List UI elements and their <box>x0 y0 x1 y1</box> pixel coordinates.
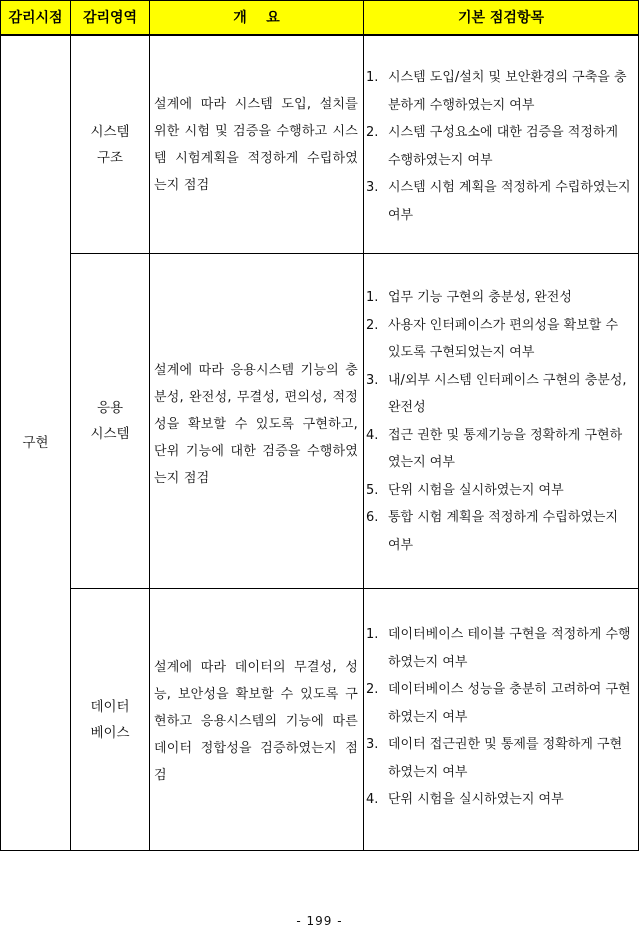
check-item-text: 단위 시험을 실시하였는지 여부 <box>388 482 564 498</box>
audit-area-line: 베이스 <box>90 724 130 741</box>
audit-area-line: 시스템 <box>90 426 130 442</box>
audit-phase-label: 구현 <box>22 435 49 451</box>
check-item-number: 2. <box>366 317 379 333</box>
check-item-text: 통합 시험 계획을 적정하게 수립하였는지 여부 <box>388 510 619 553</box>
check-item <box>366 477 633 505</box>
check-item <box>366 284 633 312</box>
overview-text: 설계에 따라 응용시스템 기능의 충분성, 완전성, 무결성, 편의성, 적정성을 확보할 수 있도록 구현하고, 단위 기능에 대한 검증을 수행하였는지 점검 <box>154 363 358 486</box>
check-item-number: 2. <box>366 682 379 697</box>
check-item <box>366 731 633 786</box>
check-item-text: 데이터베이스 성능을 충분히 고려하여 구현하였는지 여부 <box>388 682 631 725</box>
check-item <box>366 312 633 367</box>
check-item-list <box>366 64 633 229</box>
row-divider <box>70 588 639 589</box>
check-item-text: 접근 권한 및 통제기능을 정확하게 구현하였는지 여부 <box>388 427 623 470</box>
overview-text: 설계에 따라 데이터의 무결성, 성능, 보안성을 확보할 수 있도록 구현하고 응용시스템의 기능에 따른 데이터 정합성을 검증하였는지 점검 <box>154 660 358 783</box>
check-item <box>366 64 633 119</box>
check-item <box>366 676 633 731</box>
table-border-top <box>0 0 639 1</box>
check-item <box>366 621 633 676</box>
check-item-text: 단위 시험을 실시하였는지 여부 <box>388 792 564 807</box>
check-item <box>366 504 633 559</box>
page-number: - 199 - <box>296 914 343 928</box>
table-border-bottom <box>0 850 639 851</box>
header-audit-area: 감리영역 <box>71 0 149 34</box>
column-divider <box>363 0 364 851</box>
audit-area-line: 데이터 <box>90 698 130 715</box>
check-item-number: 1. <box>366 627 379 642</box>
header-check-items: 기본 점검항목 <box>364 0 638 34</box>
audit-area-cell <box>71 254 149 588</box>
check-item-text: 사용자 인터페이스가 편의성을 확보할 수 있도록 구현되었는지 여부 <box>388 317 619 360</box>
audit-phase-cell <box>1 36 70 850</box>
check-item <box>366 422 633 477</box>
check-item-number: 3. <box>366 180 379 195</box>
check-item-number: 3. <box>366 737 379 752</box>
check-item-number: 6. <box>366 510 379 525</box>
check-item-number: 1. <box>366 290 379 305</box>
check-item-text: 시스템 도입/설치 및 보안환경의 구축을 충분하게 수행하였는지 여부 <box>388 70 627 113</box>
column-divider <box>149 0 150 851</box>
check-item <box>366 786 633 814</box>
check-item-text: 내/외부 시스템 인터페이스 구현의 충분성, 완전성 <box>388 372 627 415</box>
check-item-number: 1. <box>366 70 379 85</box>
check-item <box>366 367 633 422</box>
row-divider <box>70 253 639 254</box>
check-item-text: 데이터 접근권한 및 통제를 정확하게 구현하였는지 여부 <box>388 737 623 780</box>
check-item-number: 4. <box>366 792 379 807</box>
check-item-list <box>366 284 633 559</box>
check-item-text: 시스템 시험 계획을 적정하게 수립하였는지 여부 <box>388 180 631 223</box>
check-item-text: 데이터베이스 테이블 구현을 적정하게 수행하였는지 여부 <box>388 627 631 670</box>
check-item-number: 5. <box>366 482 379 498</box>
audit-area-line: 구조 <box>96 149 124 166</box>
audit-area-cell <box>71 589 149 850</box>
audit-area-line: 시스템 <box>90 123 130 140</box>
check-item-number: 3. <box>366 372 379 388</box>
check-item-text: 업무 기능 구현의 충분성, 완전성 <box>388 290 572 305</box>
check-item <box>366 174 633 229</box>
check-item <box>366 119 633 174</box>
header-overview: 개 요 <box>150 0 363 34</box>
check-item-list <box>366 621 633 814</box>
check-item-text: 시스템 구성요소에 대한 검증을 적정하게 수행하였는지 여부 <box>388 125 619 168</box>
audit-area-line: 응용 <box>96 400 124 416</box>
check-item-number: 4. <box>366 427 379 443</box>
overview-text: 설계에 따라 시스템 도입, 설치를 위한 시험 및 검증을 수행하고 시스템 시험계획을 적정하게 수립하였는지 점검 <box>154 97 358 193</box>
audit-area-cell <box>71 36 149 253</box>
header-audit-phase: 감리시점 <box>1 0 70 34</box>
check-item-number: 2. <box>366 125 379 140</box>
